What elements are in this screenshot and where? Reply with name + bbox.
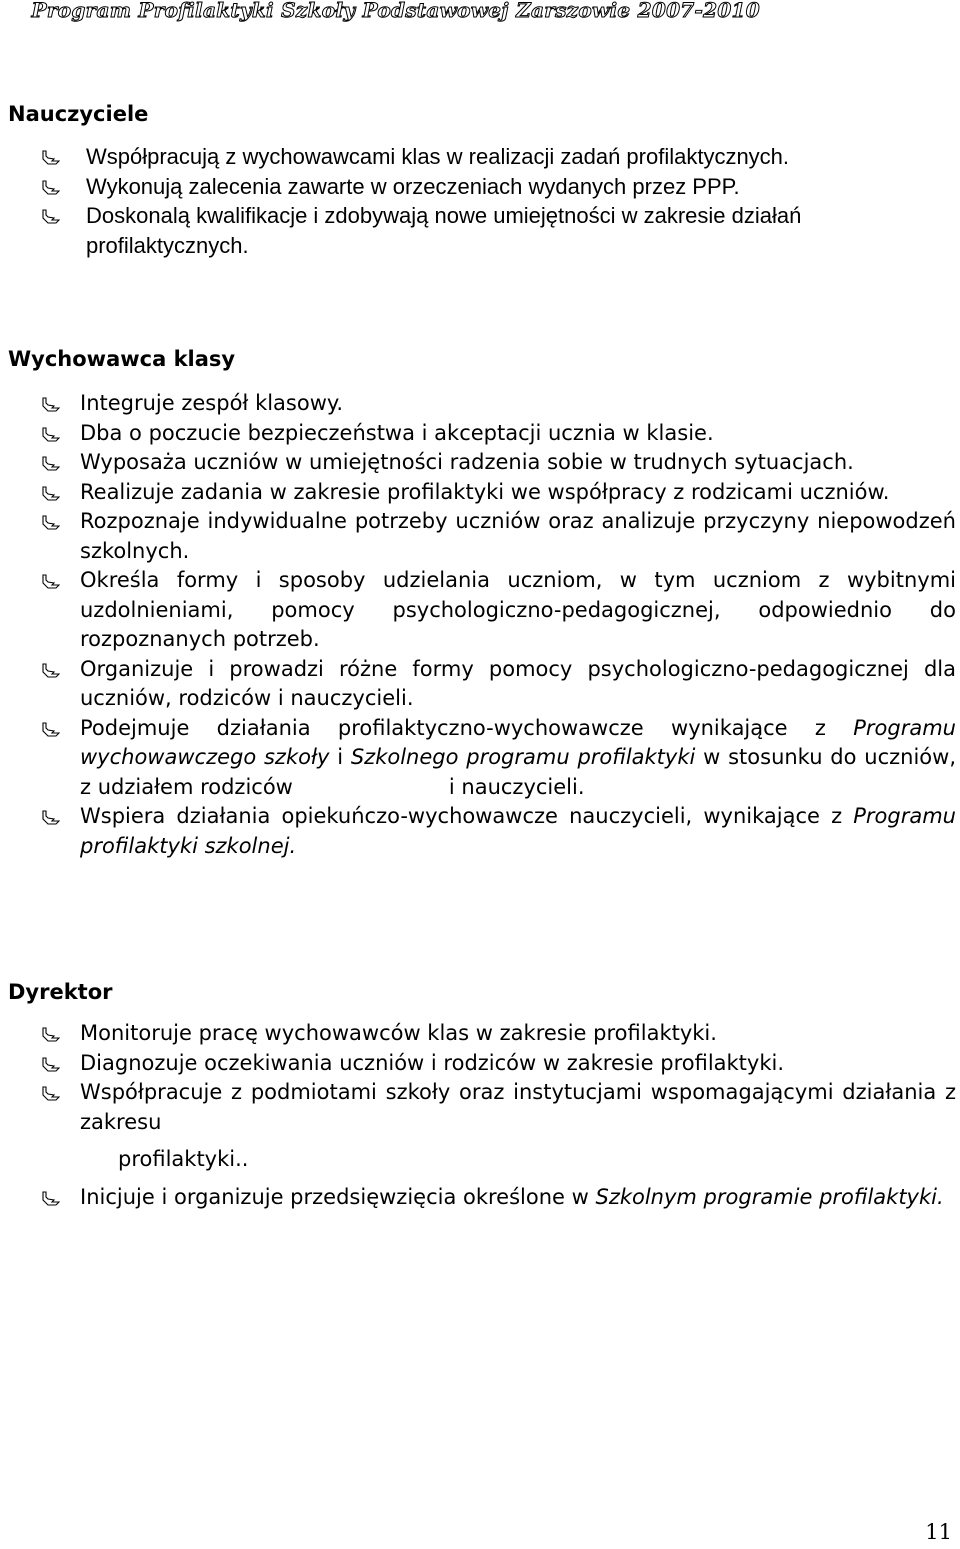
list-item: Określa formy i sposoby udzielania uczniom, w tym uczniom z wybitnymi uzdolnieniami, pomocy psychologiczno-pedagogicznej, odpowiednio do rozpoznanych potrzeb. — [40, 566, 956, 655]
pointing-hand-icon — [42, 179, 60, 195]
pointing-hand-icon — [42, 455, 60, 471]
class-tutor-list — [40, 389, 956, 861]
list-item: Wyposaża uczniów w umiejętności radzenia sobie w trudnych sytuacjach. — [40, 448, 956, 478]
pointing-hand-icon — [42, 809, 60, 825]
section-title-director: Dyrektor — [8, 980, 113, 1004]
director-list — [40, 1019, 956, 1212]
pointing-hand-icon — [42, 485, 60, 501]
pointing-hand-icon — [42, 208, 60, 224]
pointing-hand-icon — [42, 662, 60, 678]
pointing-hand-icon — [42, 721, 60, 737]
continuation-line: profilaktyki.. — [118, 1147, 249, 1171]
list-item: Rozpoznaje indywidualne potrzeby uczniów oraz analizuje przyczyny niepowodzeń szkolnych. — [40, 507, 956, 566]
pointing-hand-icon — [42, 514, 60, 530]
list-item: Realizuje zadania w zakresie profilaktyki we współpracy z rodzicami uczniów. — [40, 478, 956, 508]
pointing-hand-icon — [42, 1190, 60, 1206]
section-title-class-tutor: Wychowawca klasy — [8, 347, 236, 371]
list-item: Współpracują z wychowawcami klas w realizacji zadań profilaktycznych. — [40, 142, 956, 172]
list-item: Wspiera działania opiekuńczo-wychowawcze nauczycieli, wynikające z Programu profilaktyki szkolnej. — [40, 802, 956, 861]
list-item: Inicjuje i organizuje przedsięwzięcia określone w Szkolnym programie profilaktyki. — [40, 1183, 956, 1213]
list-item: Integruje zespół klasowy. — [40, 389, 956, 419]
page-number: 11 — [925, 1520, 952, 1544]
pointing-hand-icon — [42, 149, 60, 165]
teachers-list — [40, 142, 956, 260]
pointing-hand-icon — [42, 396, 60, 412]
list-item: Współpracuje z podmiotami szkoły oraz instytucjami wspomagającymi działania z zakresu profilaktyki.. — [40, 1078, 956, 1175]
list-item: Diagnozuje oczekiwania uczniów i rodziców w zakresie profilaktyki. — [40, 1049, 956, 1079]
list-item: Organizuje i prowadzi różne formy pomocy psychologiczno-pedagogicznej dla uczniów, rodziców i nauczycieli. — [40, 655, 956, 714]
pointing-hand-icon — [42, 426, 60, 442]
list-item: Monitoruje pracę wychowawców klas w zakresie profilaktyki. — [40, 1019, 956, 1049]
list-item: Doskonalą kwalifikacje i zdobywają nowe umiejętności w zakresie działań profilaktycznych. — [40, 201, 956, 260]
list-item: Dba o poczucie bezpieczeństwa i akceptacji ucznia w klasie. — [40, 419, 956, 449]
pointing-hand-icon — [42, 1056, 60, 1072]
pointing-hand-icon — [42, 573, 60, 589]
running-header: Program Profilaktyki Szkoły Podstawowej Zarszowie 2007-2010 — [31, 0, 760, 22]
pointing-hand-icon — [42, 1026, 60, 1042]
list-item: Podejmuje działania profilaktyczno-wychowawcze wynikające z Programu wychowawczego szkoły i Szkolnego programu profilaktyki w stosunku do uczniów, z udziałem rodziców i nauczycieli. — [40, 714, 956, 803]
list-item: Wykonują zalecenia zawarte w orzeczeniach wydanych przez PPP. — [40, 172, 956, 202]
section-title-teachers: Nauczyciele — [8, 102, 149, 126]
pointing-hand-icon — [42, 1085, 60, 1101]
